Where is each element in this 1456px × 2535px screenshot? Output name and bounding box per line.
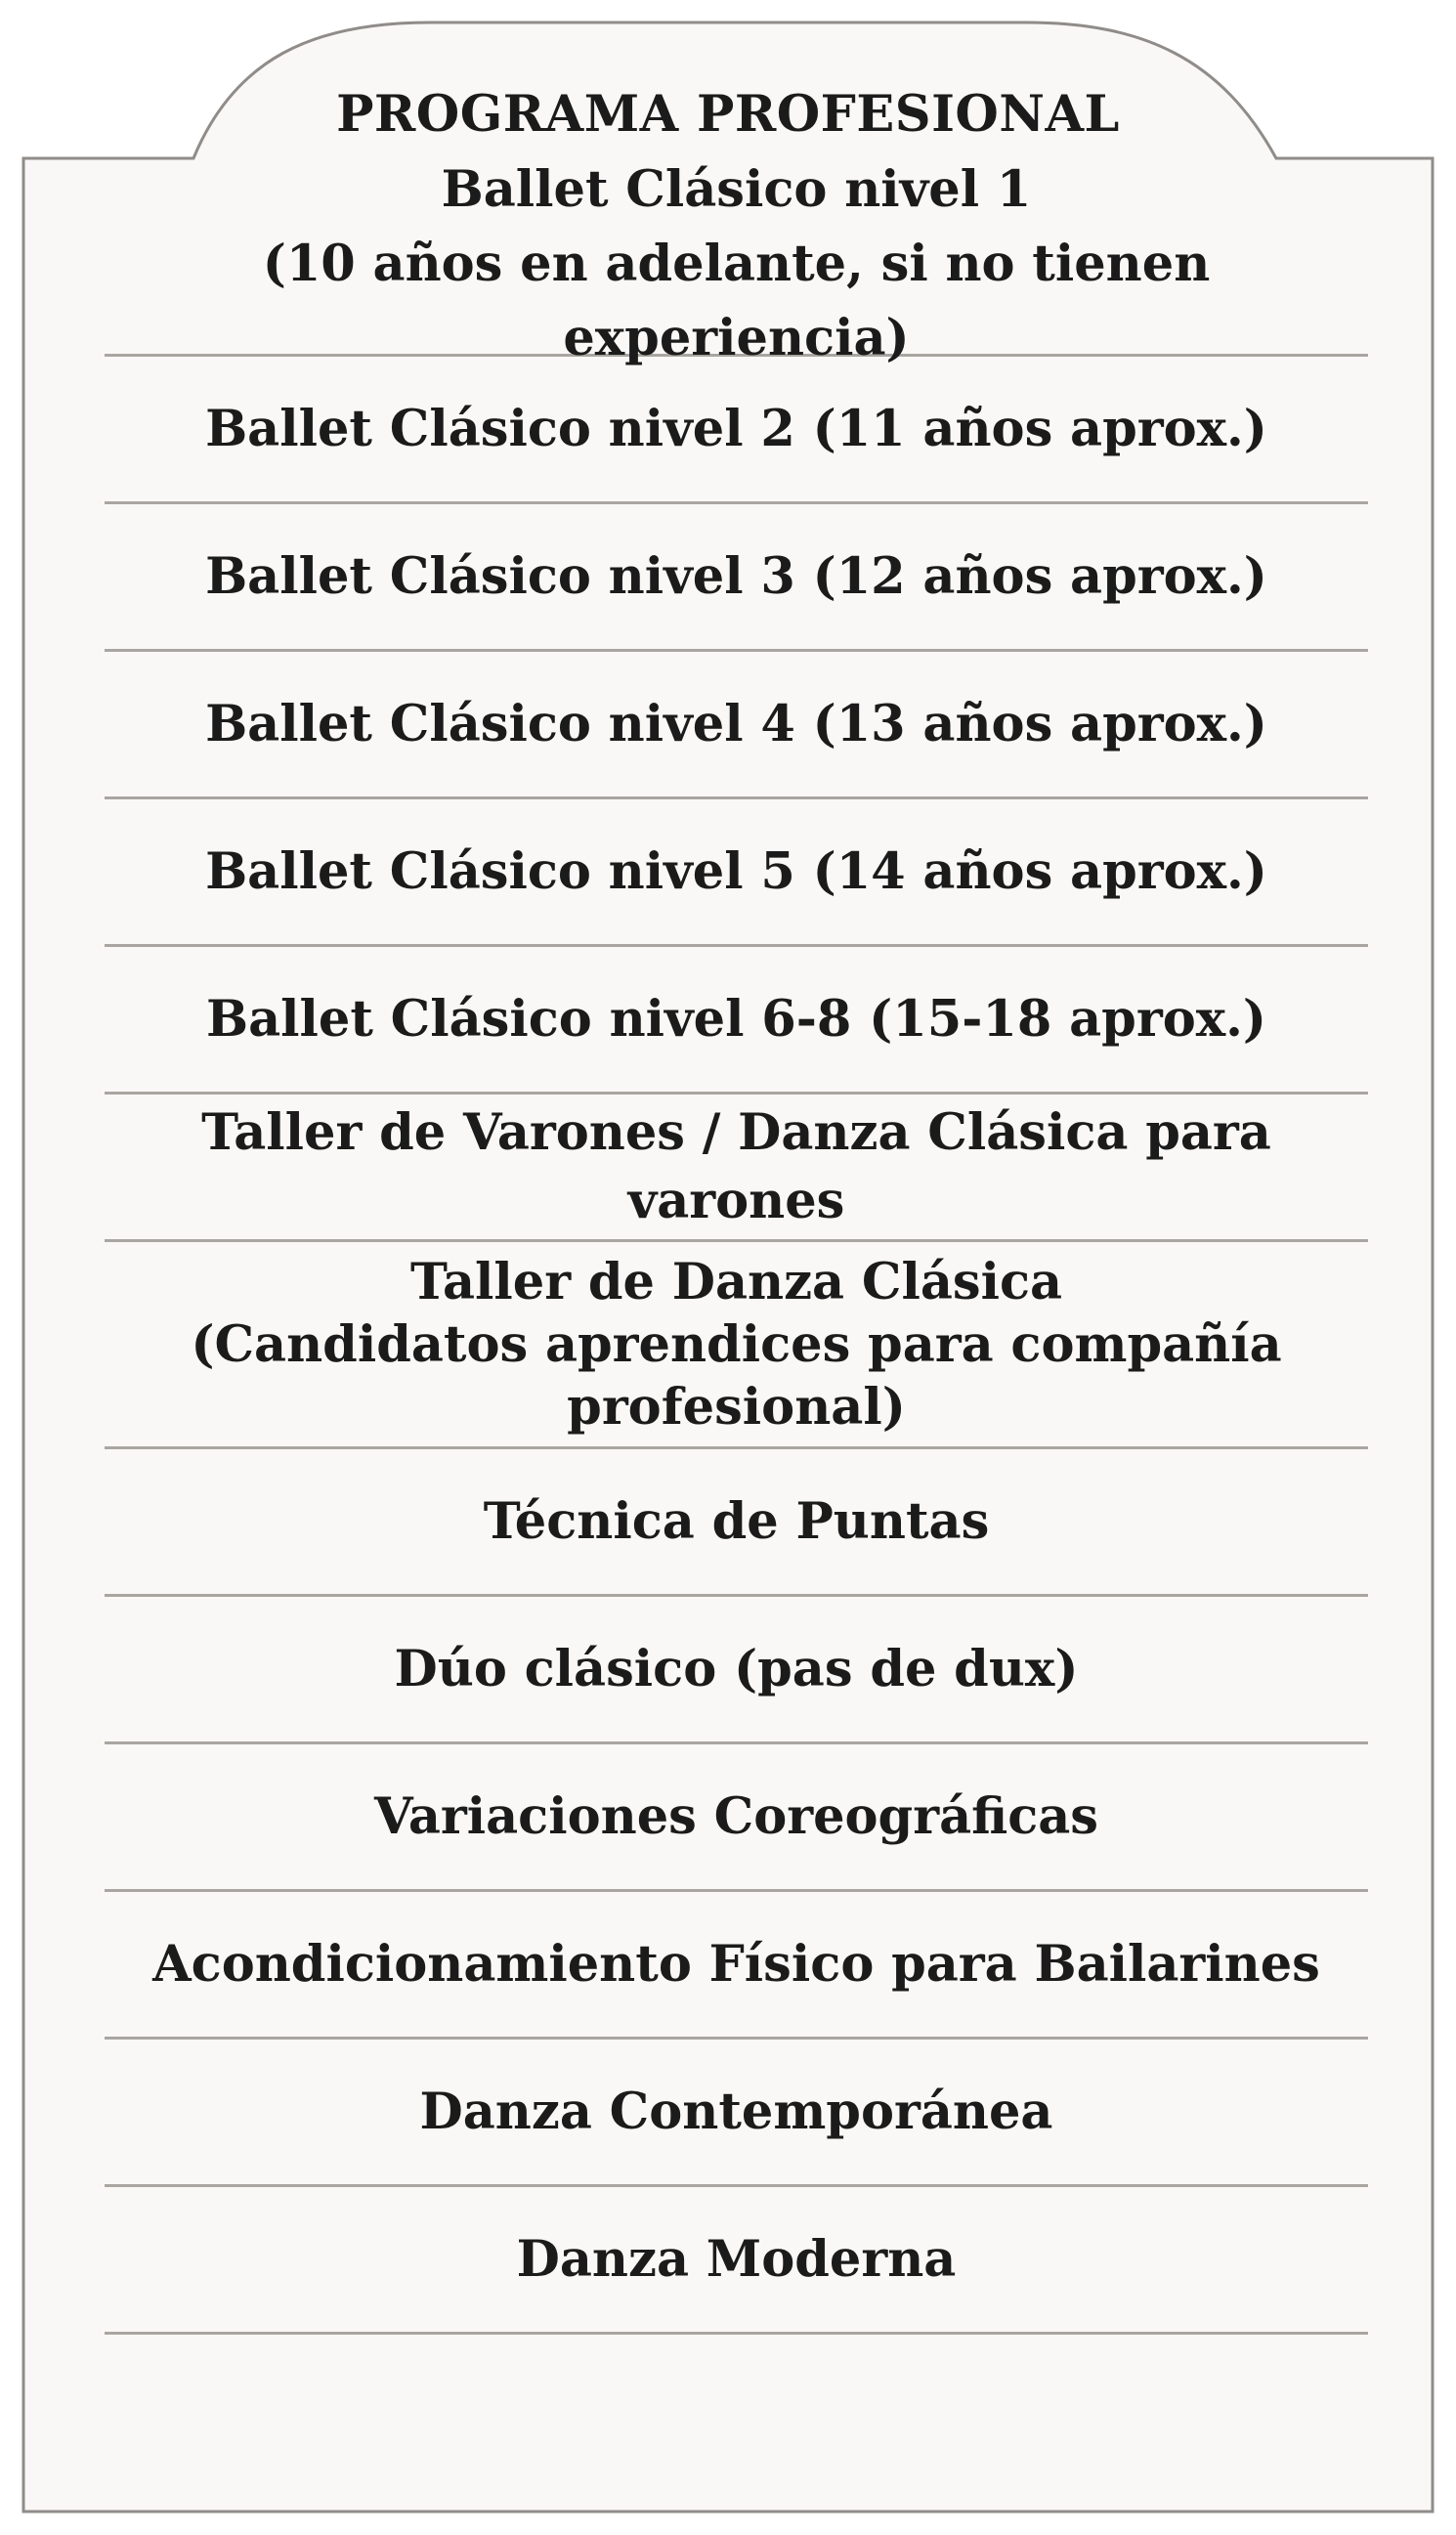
list-item-label: Ballet Clásico nivel 4 (13 años aprox.)	[205, 695, 1267, 753]
list-item-label: Ballet Clásico nivel 5 (14 años aprox.)	[205, 842, 1267, 901]
list-item-label: Ballet Clásico nivel 2 (11 años aprox.)	[205, 400, 1267, 458]
list-item	[105, 2187, 1368, 2335]
list-item-label: Dúo clásico (pas de dux)	[394, 1640, 1079, 1698]
list-item	[105, 1095, 1368, 1242]
list-item	[105, 357, 1368, 504]
program-list	[105, 160, 1368, 2335]
list-item-label: Taller de Danza Clásica	[409, 1252, 1063, 1311]
list-item	[105, 1597, 1368, 1744]
list-item-label: Ballet Clásico nivel 1	[441, 160, 1032, 219]
list-item	[105, 1892, 1368, 2040]
list-item-label: Acondicionamiento Físico para Bailarines	[152, 1935, 1320, 1994]
list-item-label: Técnica de Puntas	[483, 1492, 990, 1551]
list-item-sublabel: (Candidatos aprendices para compañía profesional)	[191, 1314, 1282, 1437]
list-item-label: Danza Contemporánea	[419, 2083, 1053, 2141]
list-item-label: Ballet Clásico nivel 3 (12 años aprox.)	[205, 547, 1267, 606]
list-item-label: Variaciones Coreográficas	[373, 1787, 1099, 1846]
list-item-label: Taller de Varones / Danza Clásica para varones	[201, 1103, 1271, 1230]
list-item-sublabel: (10 años en adelante, si no tienen experiencia)	[262, 235, 1211, 367]
list-item	[105, 1242, 1368, 1449]
list-item	[105, 2040, 1368, 2187]
list-item	[105, 160, 1368, 367]
list-item-label: Ballet Clásico nivel 6-8 (15-18 aprox.)	[205, 990, 1267, 1049]
list-item	[105, 1449, 1368, 1597]
list-item	[105, 799, 1368, 947]
list-item	[105, 1744, 1368, 1892]
list-item	[105, 652, 1368, 799]
list-item	[105, 504, 1368, 652]
list-item-label: Danza Moderna	[516, 2230, 957, 2289]
list-item	[105, 947, 1368, 1095]
program-title: PROGRAMA PROFESIONAL	[336, 85, 1120, 144]
